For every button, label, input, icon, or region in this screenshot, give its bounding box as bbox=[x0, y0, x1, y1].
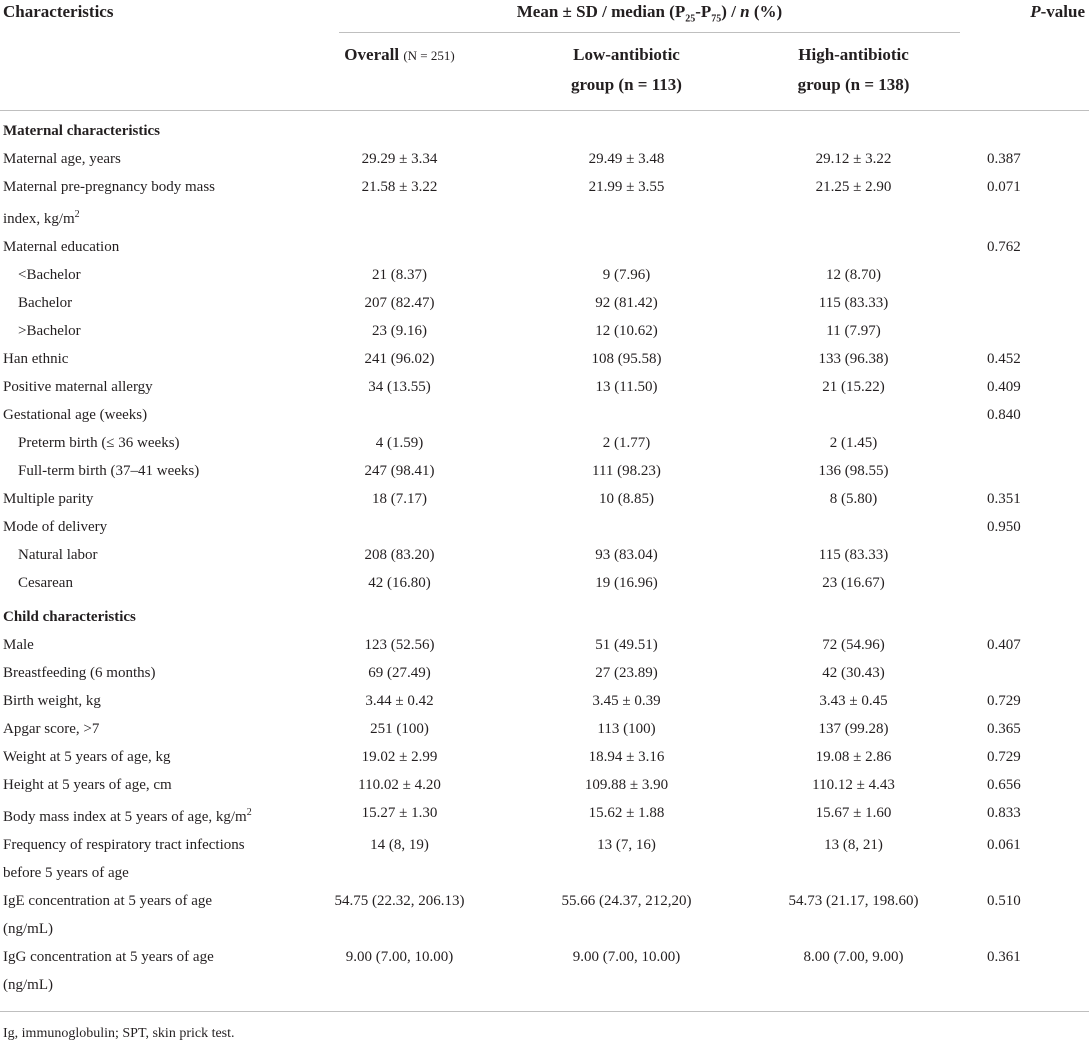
characteristics-header: Characteristics bbox=[3, 2, 114, 21]
high-antibiotic-value bbox=[740, 513, 967, 541]
p-value: 0.365 bbox=[987, 721, 1021, 737]
high-antibiotic-value: 2 (1.45) bbox=[829, 435, 878, 451]
row-label: Bachelor bbox=[18, 295, 73, 311]
low-antibiotic-value: 111 (98.23) bbox=[592, 463, 661, 479]
row-label: Birth weight, kg bbox=[3, 693, 101, 709]
overall-value: 3.44 ± 0.42 bbox=[365, 693, 434, 709]
table-body bbox=[0, 111, 1089, 1012]
high-antibiotic-value: 12 (8.70) bbox=[826, 267, 881, 283]
table-row bbox=[0, 687, 1089, 715]
low-antibiotic-value: 92 (81.42) bbox=[595, 295, 658, 311]
high-antibiotic-value: 11 (7.97) bbox=[826, 323, 881, 339]
section-label: Child characteristics bbox=[3, 609, 136, 625]
table-row bbox=[0, 943, 1089, 1012]
high-antibiotic-value: 42 (30.43) bbox=[822, 665, 885, 681]
overall-value: 19.02 ± 2.99 bbox=[361, 749, 438, 765]
high-antibiotic-value: 8 (5.80) bbox=[829, 491, 878, 507]
p-value: 0.351 bbox=[987, 491, 1021, 507]
low-antibiotic-value: 12 (10.62) bbox=[595, 323, 658, 339]
statistic-header bbox=[286, 0, 967, 40]
statistic-header-text: Mean ± SD / median $(P_{25}-P_{75})$ / n (%) bbox=[339, 2, 960, 33]
row-label: >Bachelor bbox=[18, 323, 81, 339]
p-value bbox=[967, 429, 1089, 457]
table-row bbox=[0, 233, 1089, 261]
low-antibiotic-value: 15.62 ± 1.88 bbox=[588, 805, 665, 821]
low-antibiotic-value: 18.94 ± 3.16 bbox=[588, 749, 665, 765]
section-label: Maternal characteristics bbox=[3, 123, 161, 139]
overall-value: 21.58 ± 3.22 bbox=[361, 179, 438, 195]
row-label: Weight at 5 years of age, kg bbox=[3, 749, 171, 765]
high-antibiotic-value: 8.00 (7.00, 9.00) bbox=[803, 949, 904, 965]
overall-value: 21 (8.37) bbox=[372, 267, 427, 283]
p-value: 0.656 bbox=[987, 777, 1021, 793]
low-antibiotic-value: 51 (49.51) bbox=[595, 637, 658, 653]
row-label: Preterm birth (≤ 36 weeks) bbox=[18, 435, 180, 451]
table-row bbox=[0, 631, 1089, 659]
low-antibiotic-value: 55.66 (24.37, 212,20) bbox=[561, 893, 692, 909]
p-value: 0.950 bbox=[987, 519, 1021, 535]
p-value bbox=[967, 541, 1089, 569]
section-row bbox=[0, 597, 1089, 631]
row-label: Male bbox=[3, 637, 34, 653]
table-row bbox=[0, 715, 1089, 743]
p-value: 0.510 bbox=[987, 893, 1021, 909]
table-row bbox=[0, 831, 1089, 887]
high-antibiotic-header: High-antibiotic group (n = 138) bbox=[797, 45, 910, 94]
overall-value: 241 (96.02) bbox=[364, 351, 435, 367]
table-row bbox=[0, 771, 1089, 799]
p-value: 0.833 bbox=[987, 805, 1021, 821]
row-label: <Bachelor bbox=[18, 267, 81, 283]
table-row bbox=[0, 317, 1089, 345]
row-label: IgE concentration at 5 years of age (ng/mL) bbox=[3, 893, 213, 937]
overall-value bbox=[286, 233, 513, 261]
overall-value: 54.75 (22.32, 206.13) bbox=[334, 893, 465, 909]
header-row-2 bbox=[0, 40, 1089, 111]
p-value: 0.409 bbox=[987, 379, 1021, 395]
high-antibiotic-value: 133 (96.38) bbox=[818, 351, 889, 367]
row-label: Multiple parity bbox=[3, 491, 94, 507]
overall-value: 34 (13.55) bbox=[368, 379, 431, 395]
low-antibiotic-value: 29.49 ± 3.48 bbox=[588, 151, 665, 167]
low-antibiotic-value: 27 (23.89) bbox=[595, 665, 658, 681]
high-antibiotic-value: 110.12 ± 4.43 bbox=[812, 777, 895, 793]
p-value: 0.361 bbox=[987, 949, 1021, 965]
overall-value: 247 (98.41) bbox=[364, 463, 435, 479]
high-antibiotic-value: 13 (8, 21) bbox=[824, 837, 883, 853]
high-antibiotic-value: 23 (16.67) bbox=[822, 575, 885, 591]
p-value bbox=[967, 569, 1089, 597]
table-row bbox=[0, 743, 1089, 771]
row-label: Han ethnic bbox=[3, 351, 69, 367]
row-label: Mode of delivery bbox=[3, 519, 108, 535]
high-antibiotic-value: 54.73 (21.17, 198.60) bbox=[788, 893, 919, 909]
overall-value: 14 (8, 19) bbox=[370, 837, 429, 853]
row-label: Body mass index at 5 years of age, $kg/m^2$ bbox=[3, 807, 252, 825]
overall-value: 42 (16.80) bbox=[368, 575, 431, 591]
high-antibiotic-value: 21.25 ± 2.90 bbox=[815, 179, 892, 195]
overall-value: 29.29 ± 3.34 bbox=[361, 151, 438, 167]
table-row bbox=[0, 289, 1089, 317]
table-row bbox=[0, 145, 1089, 173]
header-row-1 bbox=[0, 0, 1089, 40]
low-antibiotic-value: 2 (1.77) bbox=[602, 435, 651, 451]
low-antibiotic-value: 3.45 ± 0.39 bbox=[592, 693, 661, 709]
high-antibiotic-value: 72 (54.96) bbox=[822, 637, 885, 653]
overall-value: 251 (100) bbox=[370, 721, 429, 737]
table-row bbox=[0, 513, 1089, 541]
row-label: Frequency of respiratory tract infections before 5 years of age bbox=[3, 837, 245, 881]
high-antibiotic-value bbox=[740, 401, 967, 429]
p-value: 0.071 bbox=[987, 179, 1021, 195]
low-antibiotic-value: 21.99 ± 3.55 bbox=[588, 179, 665, 195]
row-label: Positive maternal allergy bbox=[3, 379, 153, 395]
table-row bbox=[0, 345, 1089, 373]
overall-value: 23 (9.16) bbox=[372, 323, 427, 339]
overall-value: 123 (52.56) bbox=[364, 637, 435, 653]
p-value: 0.840 bbox=[987, 407, 1021, 423]
row-label: Breastfeeding (6 months) bbox=[3, 665, 156, 681]
high-antibiotic-value: 136 (98.55) bbox=[818, 463, 889, 479]
row-label: IgG concentration at 5 years of age (ng/mL) bbox=[3, 949, 214, 993]
high-antibiotic-value: 3.43 ± 0.45 bbox=[819, 693, 888, 709]
high-antibiotic-value: 19.08 ± 2.86 bbox=[815, 749, 892, 765]
low-antibiotic-value: 93 (83.04) bbox=[595, 547, 658, 563]
low-antibiotic-value: 19 (16.96) bbox=[595, 575, 658, 591]
table-row bbox=[0, 569, 1089, 597]
high-antibiotic-value: 115 (83.33) bbox=[818, 295, 889, 311]
row-label: Maternal age, years bbox=[3, 151, 121, 167]
row-label: Maternal education bbox=[3, 239, 120, 255]
low-antibiotic-value: 113 (100) bbox=[597, 721, 656, 737]
p-value: 0.762 bbox=[987, 239, 1021, 255]
section-row bbox=[0, 111, 1089, 146]
p-value bbox=[967, 289, 1089, 317]
overall-value: 69 (27.49) bbox=[368, 665, 431, 681]
table-row bbox=[0, 429, 1089, 457]
low-antibiotic-header: Low-antibiotic group (n = 113) bbox=[571, 45, 682, 94]
p-value bbox=[967, 317, 1089, 345]
high-antibiotic-value bbox=[740, 233, 967, 261]
overall-value: 207 (82.47) bbox=[364, 295, 435, 311]
high-antibiotic-value: 115 (83.33) bbox=[818, 547, 889, 563]
row-label: Full-term birth (37–41 weeks) bbox=[18, 463, 200, 479]
table-row bbox=[0, 659, 1089, 687]
row-label: Gestational age (weeks) bbox=[3, 407, 148, 423]
overall-value: 208 (83.20) bbox=[364, 547, 435, 563]
p-value-header: P-value bbox=[1030, 2, 1086, 21]
p-value bbox=[967, 457, 1089, 485]
overall-value: 9.00 (7.00, 10.00) bbox=[345, 949, 454, 965]
table-row bbox=[0, 457, 1089, 485]
low-antibiotic-value: 9.00 (7.00, 10.00) bbox=[572, 949, 681, 965]
p-value: 0.407 bbox=[987, 637, 1021, 653]
overall-value: 15.27 ± 1.30 bbox=[361, 805, 438, 821]
p-value bbox=[967, 659, 1089, 687]
table-row bbox=[0, 173, 1089, 233]
table-row bbox=[0, 373, 1089, 401]
low-antibiotic-value: 9 (7.96) bbox=[602, 267, 651, 283]
overall-value: 4 (1.59) bbox=[375, 435, 424, 451]
p-value: 0.729 bbox=[987, 693, 1021, 709]
overall-value: 18 (7.17) bbox=[372, 491, 427, 507]
high-antibiotic-value: 15.67 ± 1.60 bbox=[815, 805, 892, 821]
low-antibiotic-value bbox=[513, 233, 740, 261]
table-row bbox=[0, 799, 1089, 831]
p-value: 0.387 bbox=[987, 151, 1021, 167]
row-label: Apgar score, >7 bbox=[3, 721, 100, 737]
low-antibiotic-value bbox=[513, 401, 740, 429]
low-antibiotic-value: 109.88 ± 3.90 bbox=[584, 777, 669, 793]
p-value: 0.729 bbox=[987, 749, 1021, 765]
row-label: Natural labor bbox=[18, 547, 98, 563]
overall-value bbox=[286, 513, 513, 541]
table-footnote: Ig, immunoglobulin; SPT, skin prick test. bbox=[3, 1026, 235, 1041]
table-row bbox=[0, 261, 1089, 289]
low-antibiotic-value: 13 (11.50) bbox=[595, 379, 658, 395]
overall-value bbox=[286, 401, 513, 429]
high-antibiotic-value: 137 (99.28) bbox=[818, 721, 889, 737]
overall-header: Overall (N = 251) bbox=[344, 45, 455, 64]
p-value: 0.061 bbox=[987, 837, 1021, 853]
row-label: Maternal pre-pregnancy body mass index, $kg/m^2$ bbox=[3, 179, 216, 227]
table-row bbox=[0, 541, 1089, 569]
p-value bbox=[967, 261, 1089, 289]
low-antibiotic-value: 10 (8.85) bbox=[599, 491, 654, 507]
table-row bbox=[0, 485, 1089, 513]
row-label: Height at 5 years of age, cm bbox=[3, 777, 172, 793]
low-antibiotic-value: 108 (95.58) bbox=[591, 351, 662, 367]
table-row bbox=[0, 401, 1089, 429]
high-antibiotic-value: 29.12 ± 3.22 bbox=[815, 151, 892, 167]
table-row bbox=[0, 887, 1089, 943]
low-antibiotic-value: 13 (7, 16) bbox=[597, 837, 656, 853]
row-label: Cesarean bbox=[18, 575, 73, 591]
low-antibiotic-value bbox=[513, 513, 740, 541]
p-value: 0.452 bbox=[987, 351, 1021, 367]
high-antibiotic-value: 21 (15.22) bbox=[822, 379, 885, 395]
overall-value: 110.02 ± 4.20 bbox=[358, 777, 441, 793]
